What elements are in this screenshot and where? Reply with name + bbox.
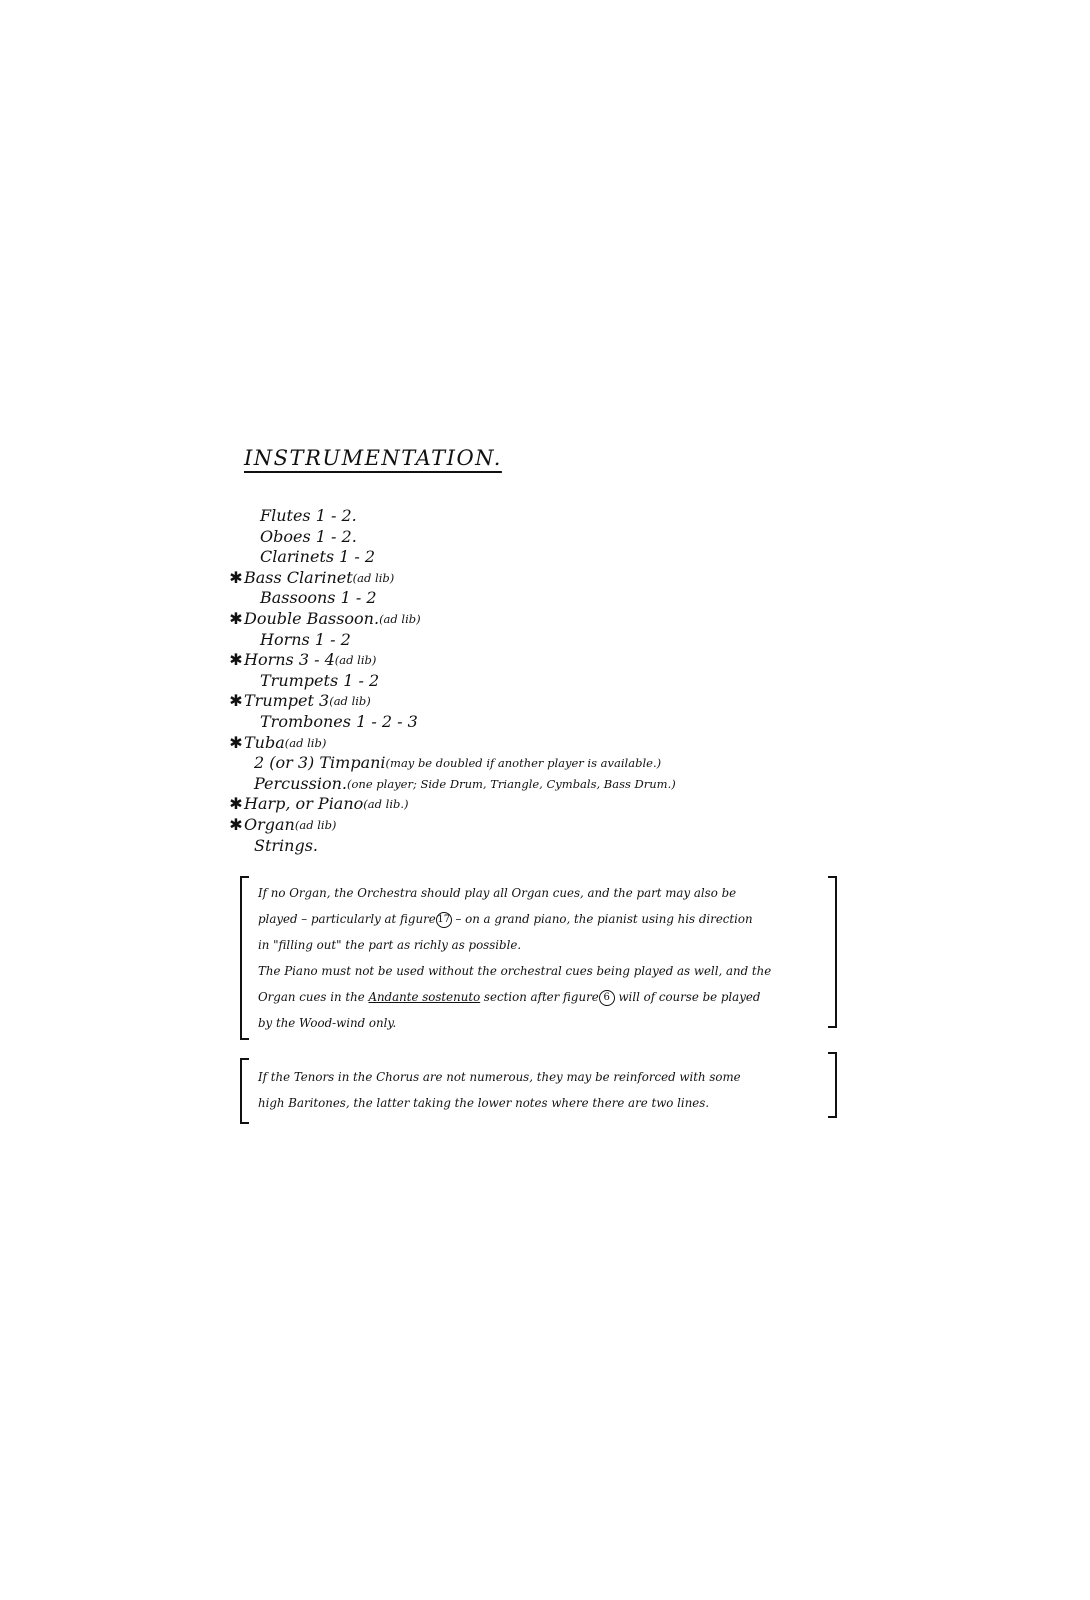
instrument-item xyxy=(228,588,676,609)
instrument-note: (one player; Side Drum, Triangle, Cymbals, Bass Drum.) xyxy=(347,776,676,791)
organ-note-line: If no Organ, the Orchestra should play all Organ cues, and the part may also be xyxy=(258,886,737,900)
instrument-note: (ad lib) xyxy=(379,611,421,626)
instrument-name: Clarinets 1 - 2 xyxy=(260,547,376,567)
instrument-item xyxy=(228,774,676,795)
instrument-name: Flutes 1 - 2. xyxy=(260,506,357,525)
organ-note-line: in "filling out" the part as richly as possible. xyxy=(258,938,522,952)
instrument-item xyxy=(228,547,676,568)
instrument-note: (ad lib) xyxy=(329,694,371,709)
asterisk-icon: ✱ xyxy=(229,567,243,587)
organ-note-text: played – particularly at figure xyxy=(258,912,436,926)
instrument-name: Double Bassoon. xyxy=(244,608,380,628)
organ-note-text: – on a grand piano, the pianist using his direction xyxy=(451,912,753,926)
instrument-item xyxy=(228,836,676,857)
instrument-item xyxy=(228,527,676,548)
right-bracket xyxy=(828,876,837,1028)
instrument-name: Bass Clarinet xyxy=(244,567,353,587)
instrument-note: (ad lib.) xyxy=(363,797,409,812)
organ-note-text: Organ cues in the xyxy=(258,990,369,1004)
instrument-item xyxy=(228,691,676,712)
instrument-name: Harp, or Piano xyxy=(244,794,364,814)
instrument-name: Trumpets 1 - 2 xyxy=(260,670,380,690)
figure-number-circle: 6 xyxy=(599,990,615,1006)
instrument-item xyxy=(228,506,676,527)
tenor-note xyxy=(258,1064,741,1116)
right-bracket xyxy=(828,1052,837,1118)
tenor-note-line: If the Tenors in the Chorus are not numerous, they may be reinforced with some xyxy=(258,1070,741,1084)
instrument-note: (ad lib) xyxy=(284,735,327,750)
asterisk-icon: ✱ xyxy=(229,794,243,814)
instrument-name: Tuba xyxy=(244,732,285,752)
left-bracket xyxy=(240,876,249,1040)
instrument-item xyxy=(228,753,676,774)
organ-note-text: will of course be played xyxy=(614,990,761,1004)
instrument-item xyxy=(228,815,676,836)
instrument-item xyxy=(228,609,676,630)
instrument-item xyxy=(228,568,676,589)
instrument-item xyxy=(228,712,676,733)
instrument-name: Organ xyxy=(244,814,295,834)
tempo-marking: Andante sostenuto xyxy=(368,990,481,1004)
organ-note xyxy=(258,880,771,1036)
asterisk-icon: ✱ xyxy=(229,608,243,628)
instrument-name: Strings. xyxy=(254,835,318,855)
instrument-note: (ad lib) xyxy=(294,817,337,832)
page-title: INSTRUMENTATION. xyxy=(244,446,502,470)
left-bracket xyxy=(240,1058,249,1124)
organ-note-text: section after figure xyxy=(480,990,599,1004)
instrument-item xyxy=(228,794,676,815)
instrument-name: Horns 3 - 4 xyxy=(244,650,335,670)
instrument-note: (may be doubled if another player is available.) xyxy=(385,756,662,771)
instrument-name: Horns 1 - 2 xyxy=(260,629,351,649)
instrument-list xyxy=(228,506,676,856)
asterisk-icon: ✱ xyxy=(229,814,243,834)
asterisk-icon: ✱ xyxy=(229,650,243,670)
instrument-name: Percussion. xyxy=(254,773,347,793)
organ-note-line: by the Wood-wind only. xyxy=(258,1016,397,1030)
asterisk-icon: ✱ xyxy=(229,691,243,711)
instrument-item xyxy=(228,650,676,671)
instrument-item xyxy=(228,630,676,651)
figure-number-circle: 17 xyxy=(436,912,452,928)
instrument-note: (ad lib) xyxy=(352,570,395,585)
instrument-name: Bassoons 1 - 2 xyxy=(260,588,377,608)
instrument-item xyxy=(228,733,676,754)
organ-note-line: The Piano must not be used without the orchestral cues being played as well, and the xyxy=(258,964,772,978)
instrument-item xyxy=(228,671,676,692)
instrument-name: Trumpet 3 xyxy=(244,691,330,711)
organ-note-line xyxy=(258,984,771,1010)
instrument-note: (ad lib) xyxy=(334,653,377,668)
tenor-note-line: high Baritones, the latter taking the lower notes where there are two lines. xyxy=(258,1096,710,1110)
instrument-name: 2 (or 3) Timpani xyxy=(254,753,386,773)
asterisk-icon: ✱ xyxy=(229,732,243,752)
organ-note-line xyxy=(258,906,771,932)
instrument-name: Oboes 1 - 2. xyxy=(260,526,357,546)
instrument-name: Trombones 1 - 2 - 3 xyxy=(260,711,418,731)
